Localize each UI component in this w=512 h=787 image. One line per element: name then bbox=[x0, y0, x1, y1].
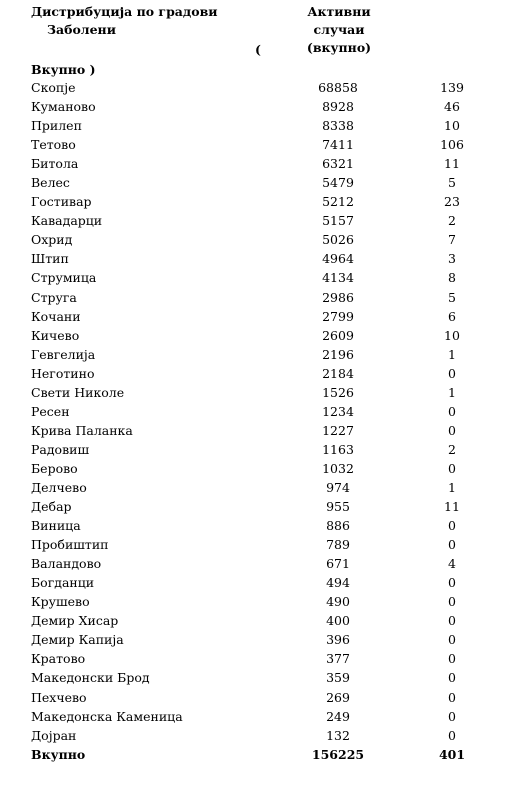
city-name: Кавадарци bbox=[31, 213, 103, 229]
total-cases: 6321 bbox=[322, 156, 354, 172]
table-row bbox=[0, 516, 512, 535]
table-row bbox=[0, 326, 512, 345]
city-name: Кратово bbox=[31, 651, 86, 667]
table-row bbox=[0, 440, 512, 459]
grand-total-active: 401 bbox=[438, 746, 466, 762]
active-cases: 106 bbox=[440, 137, 464, 153]
active-cases: 0 bbox=[448, 708, 456, 724]
table-row bbox=[0, 649, 512, 668]
table-row bbox=[0, 707, 512, 726]
total-cases: 2986 bbox=[322, 289, 354, 305]
table-row bbox=[0, 688, 512, 707]
city-name: Штип bbox=[31, 251, 69, 267]
total-cases: 1227 bbox=[322, 422, 354, 438]
city-name: Ресен bbox=[31, 403, 70, 419]
total-cases: 955 bbox=[326, 499, 350, 515]
column-header-active-line3: (вкупно) bbox=[306, 40, 372, 55]
active-cases: 1 bbox=[448, 384, 456, 400]
total-cases: 2184 bbox=[322, 365, 354, 381]
table-row bbox=[0, 459, 512, 478]
city-name: Македонски Брод bbox=[31, 670, 150, 686]
active-cases: 8 bbox=[448, 270, 456, 286]
total-cases: 2609 bbox=[322, 327, 354, 343]
active-cases: 139 bbox=[440, 80, 464, 95]
table-row bbox=[0, 592, 512, 611]
city-name: Пробиштип bbox=[31, 537, 109, 553]
total-cases: 4964 bbox=[322, 251, 354, 267]
city-name: Богданци bbox=[31, 575, 95, 591]
total-cases: 2196 bbox=[322, 346, 354, 362]
table-row bbox=[0, 249, 512, 268]
active-cases: 0 bbox=[448, 727, 456, 743]
table-row bbox=[0, 230, 512, 249]
city-name: Скопје bbox=[31, 80, 76, 95]
table-row bbox=[0, 268, 512, 287]
table-row bbox=[0, 497, 512, 516]
city-name: Струмица bbox=[31, 270, 97, 286]
table-total-row bbox=[0, 745, 512, 764]
active-cases: 6 bbox=[448, 308, 456, 324]
active-cases: 5 bbox=[448, 289, 456, 305]
table-row bbox=[0, 478, 512, 497]
city-name: Куманово bbox=[31, 99, 96, 115]
active-cases: 0 bbox=[448, 460, 456, 476]
city-name: Велес bbox=[31, 175, 70, 191]
active-cases: 0 bbox=[448, 632, 456, 648]
total-cases: 886 bbox=[326, 518, 350, 534]
table-row bbox=[0, 535, 512, 554]
city-name: Македонска Каменица bbox=[31, 708, 183, 724]
city-name: Прилеп bbox=[31, 118, 82, 134]
active-cases: 0 bbox=[448, 651, 456, 667]
total-cases: 1032 bbox=[322, 460, 354, 476]
active-cases: 1 bbox=[448, 479, 456, 495]
table-row bbox=[0, 192, 512, 211]
active-cases: 0 bbox=[448, 575, 456, 591]
total-cases: 1234 bbox=[322, 403, 354, 419]
active-cases: 3 bbox=[448, 251, 456, 267]
active-cases: 4 bbox=[448, 556, 456, 572]
total-cases: 5026 bbox=[322, 232, 354, 248]
city-name: Кичево bbox=[31, 327, 80, 343]
total-cases: 1163 bbox=[322, 441, 354, 457]
total-cases: 377 bbox=[326, 651, 350, 667]
total-cases: 671 bbox=[326, 556, 350, 572]
active-cases: 10 bbox=[444, 118, 460, 134]
total-cases: 4134 bbox=[322, 270, 354, 286]
header-total-label: Вкупно ) bbox=[31, 62, 96, 77]
total-cases: 494 bbox=[326, 575, 350, 591]
table-row bbox=[0, 345, 512, 364]
total-cases: 2799 bbox=[322, 308, 354, 324]
city-name: Дојран bbox=[31, 727, 77, 743]
total-cases: 5479 bbox=[322, 175, 354, 191]
column-header-active-line1: Активни bbox=[307, 4, 371, 19]
city-name: Свети Николе bbox=[31, 384, 125, 400]
active-cases: 11 bbox=[444, 156, 460, 172]
active-cases: 2 bbox=[448, 441, 456, 457]
total-cases: 5157 bbox=[322, 213, 354, 229]
total-cases: 400 bbox=[326, 613, 350, 629]
total-cases: 490 bbox=[326, 594, 350, 610]
total-cases: 396 bbox=[326, 632, 350, 648]
table-row bbox=[0, 554, 512, 573]
table-row bbox=[0, 288, 512, 307]
table-row bbox=[0, 154, 512, 173]
city-name: Струга bbox=[31, 289, 77, 305]
city-name: Крушево bbox=[31, 594, 90, 610]
city-name: Виница bbox=[31, 518, 81, 534]
city-name: Неготино bbox=[31, 365, 95, 381]
table-row bbox=[0, 421, 512, 440]
column-header-active-line2: случаи bbox=[313, 22, 365, 37]
city-name: Гевгелија bbox=[31, 346, 96, 362]
total-cases: 249 bbox=[326, 708, 350, 724]
city-name: Демир Хисар bbox=[31, 613, 119, 629]
table-row bbox=[0, 116, 512, 135]
total-cases: 359 bbox=[326, 670, 350, 686]
total-cases: 269 bbox=[326, 689, 350, 705]
active-cases: 0 bbox=[448, 365, 456, 381]
table-row bbox=[0, 726, 512, 745]
active-cases: 0 bbox=[448, 689, 456, 705]
total-label: Вкупно bbox=[31, 746, 86, 762]
active-cases: 10 bbox=[444, 327, 460, 343]
total-cases: 7411 bbox=[322, 137, 354, 153]
total-cases: 5212 bbox=[322, 194, 354, 210]
city-name: Дебар bbox=[31, 499, 72, 515]
table-row bbox=[0, 78, 512, 97]
active-cases: 0 bbox=[448, 422, 456, 438]
table-row bbox=[0, 173, 512, 192]
active-cases: 46 bbox=[444, 99, 460, 115]
city-name: Валандово bbox=[31, 556, 102, 572]
total-cases: 974 bbox=[326, 479, 350, 495]
table-title: Дистрибуција по градови bbox=[31, 4, 218, 19]
city-name: Кочани bbox=[31, 308, 81, 324]
active-cases: 23 bbox=[444, 194, 460, 210]
city-name: Охрид bbox=[31, 232, 73, 248]
city-name: Крива Паланка bbox=[31, 422, 133, 438]
active-cases: 0 bbox=[448, 537, 456, 553]
table-row bbox=[0, 668, 512, 687]
table-row bbox=[0, 402, 512, 421]
table-row bbox=[0, 307, 512, 326]
city-name: Гостивар bbox=[31, 194, 92, 210]
active-cases: 0 bbox=[448, 518, 456, 534]
total-cases: 789 bbox=[326, 537, 350, 553]
table-row bbox=[0, 97, 512, 116]
total-cases: 132 bbox=[326, 727, 350, 743]
active-cases: 0 bbox=[448, 594, 456, 610]
table-row bbox=[0, 383, 512, 402]
city-name: Берово bbox=[31, 460, 78, 476]
city-name: Пехчево bbox=[31, 689, 87, 705]
table-body bbox=[0, 78, 512, 764]
column-header-active bbox=[300, 3, 378, 57]
city-name: Радовиш bbox=[31, 441, 90, 457]
table-row bbox=[0, 630, 512, 649]
active-cases: 7 bbox=[448, 232, 456, 248]
active-cases: 5 bbox=[448, 175, 456, 191]
total-cases: 68858 bbox=[318, 80, 358, 95]
active-cases: 2 bbox=[448, 213, 456, 229]
active-cases: 0 bbox=[448, 403, 456, 419]
table-row bbox=[0, 135, 512, 154]
table-row bbox=[0, 364, 512, 383]
header-paren: ( bbox=[255, 42, 261, 57]
table-row bbox=[0, 211, 512, 230]
city-name: Делчево bbox=[31, 479, 87, 495]
table-row bbox=[0, 573, 512, 592]
active-cases: 1 bbox=[448, 346, 456, 362]
active-cases: 0 bbox=[448, 670, 456, 686]
total-cases: 8338 bbox=[322, 118, 354, 134]
table-row bbox=[0, 611, 512, 630]
total-cases: 1526 bbox=[322, 384, 354, 400]
grand-total-cases: 156225 bbox=[311, 746, 365, 762]
city-name: Битола bbox=[31, 156, 79, 172]
city-name: Демир Капија bbox=[31, 632, 124, 648]
total-cases: 8928 bbox=[322, 99, 354, 115]
active-cases: 0 bbox=[448, 613, 456, 629]
city-name: Тетово bbox=[31, 137, 76, 153]
column-header-infected: Заболени bbox=[47, 22, 116, 37]
active-cases: 11 bbox=[444, 499, 460, 515]
